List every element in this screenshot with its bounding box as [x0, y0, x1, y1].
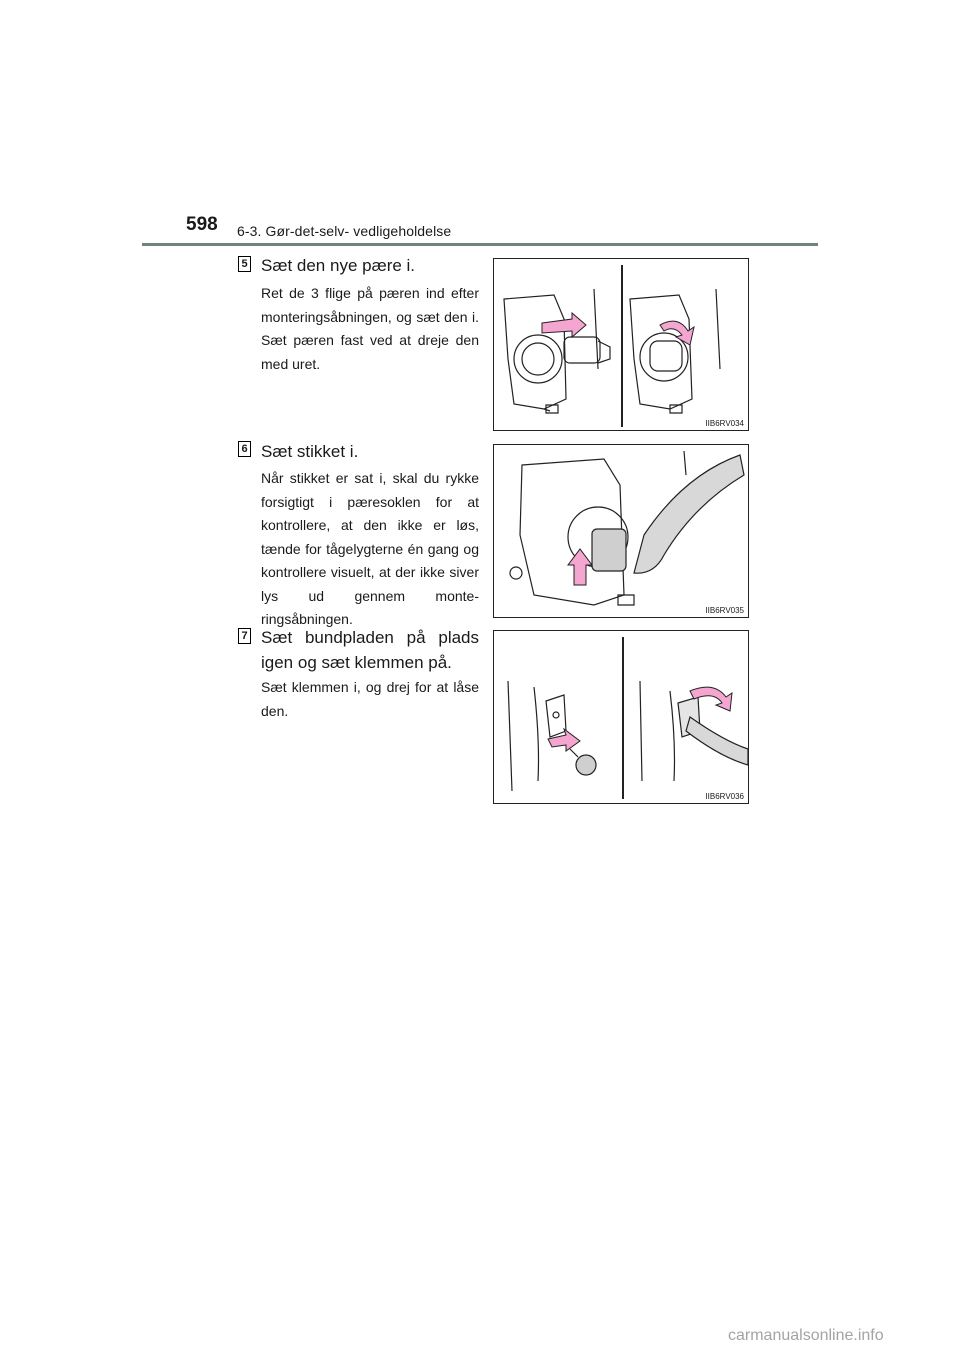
- header-divider: [142, 243, 818, 246]
- figure-code: IIB6RV034: [705, 419, 744, 428]
- watermark: carmanualsonline.info: [728, 1327, 884, 1344]
- insert-arrow: [568, 549, 592, 585]
- bulb-install-illustration: [494, 259, 750, 432]
- section-title: 6-3. Gør-det-selv- vedligeholdelse: [237, 223, 452, 239]
- figure-code: IIB6RV035: [705, 606, 744, 615]
- step-number-6: 6: [238, 441, 251, 457]
- step-7-body: Sæt klemmen i, og drej for at låse den.: [261, 679, 479, 719]
- page-number: 598: [186, 214, 218, 235]
- step-6-title: Sæt stikket i.: [261, 442, 359, 461]
- figure-code: IIB6RV036: [705, 792, 744, 801]
- step-7-title: Sæt bundpladen på plads igen og sæt klemmen på.: [261, 628, 479, 672]
- step-5-body: Ret de 3 flige på pæren ind efter monteringsåbningen, og sæt den i. Sæt pæren fast ved at dreje den med uret.: [261, 285, 479, 372]
- step-5-title: Sæt den nye pære i.: [261, 256, 416, 275]
- step-number-5: 5: [238, 256, 251, 272]
- figure-connector-install: [493, 444, 749, 618]
- step-6-body: Når stikket er sat i, skal du rykke forsigtigt i pæresoklen for at kontrollere, at den ikke er løs, tænde for tågelygterne én gang og kontrollere visuelt, at der ikke siver lys ud gennem monte- ringsåbningen.: [261, 470, 479, 627]
- step-number-7: 7: [238, 628, 251, 644]
- figure-bulb-install: [493, 258, 749, 431]
- connector-install-illustration: [494, 445, 750, 619]
- figure-clip-install: [493, 630, 749, 804]
- clip-install-illustration: [494, 631, 750, 805]
